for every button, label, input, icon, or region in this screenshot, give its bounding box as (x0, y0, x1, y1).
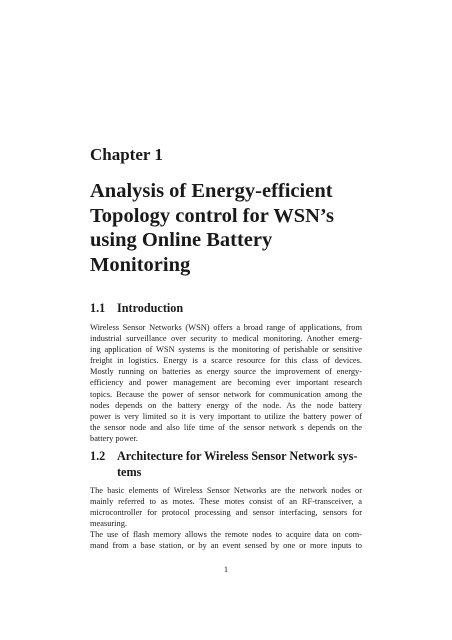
text-line: industrial surveillance over security to medical monitoring. Another emerg- (90, 334, 362, 344)
section-title-continuation: tems (117, 465, 142, 479)
paragraph-architecture (90, 485, 362, 552)
paragraph-introduction (90, 322, 362, 444)
section-title: Introduction (117, 301, 184, 315)
section-number: 1.1 (90, 301, 106, 315)
text-line: efficiency and power management are becoming ever important research (90, 378, 362, 388)
text-line: battery power. (90, 433, 138, 443)
text-line: the sensor node and also life time of the sensor network s depends on the (90, 422, 362, 432)
section-title: Architecture for Wireless Sensor Network sys- (117, 449, 358, 463)
text-line: Wireless Sensor Networks (WSN) offers a broad range of applications, from (90, 323, 362, 332)
text-line: measuring. (90, 519, 127, 529)
text-line: ing application of WSN systems is the monitoring of perishable or sensitive (90, 345, 362, 355)
text-line: power is very limited so it is very important to utilize the battery power of (90, 411, 362, 421)
chapter-title-line: Monitoring (90, 253, 191, 276)
section-number: 1.2 (90, 449, 106, 463)
text-line: topics. Because the power of sensor network for communication among the (90, 389, 362, 399)
chapter-title-line: Topology control for WSN’s (90, 204, 334, 227)
text-line: Mostly running on batteries as energy source the improvement of energy- (90, 367, 362, 377)
section-heading-introduction (90, 300, 183, 316)
text-line: mand from a base station, or by an event sensed by one or more inputs to (90, 541, 362, 551)
chapter-title (90, 179, 400, 277)
section-heading-architecture (90, 448, 357, 480)
text-line: The basic elements of Wireless Sensor Networks are the network nodes or (90, 486, 362, 495)
chapter-title-line: using Online Battery (90, 229, 273, 251)
page-number: 1 (223, 565, 229, 574)
chapter-title-line: Analysis of Energy-efficient (90, 180, 333, 202)
text-line: The use of flash memory allows the remote nodes to acquire data on com- (90, 530, 362, 540)
text-line: freight in logistics. Energy is a scarce resource for this class of devices. (90, 356, 362, 366)
text-line: nodes depends on the battery energy of the node. As the node battery (90, 400, 362, 410)
text-line: microcontroller for protocol processing and sensor interfacing, sensors for (90, 508, 362, 518)
text-line: mainly referred to as motes. These motes consist of an RF-transceiver, a (90, 497, 362, 507)
chapter-label: Chapter 1 (90, 145, 163, 164)
